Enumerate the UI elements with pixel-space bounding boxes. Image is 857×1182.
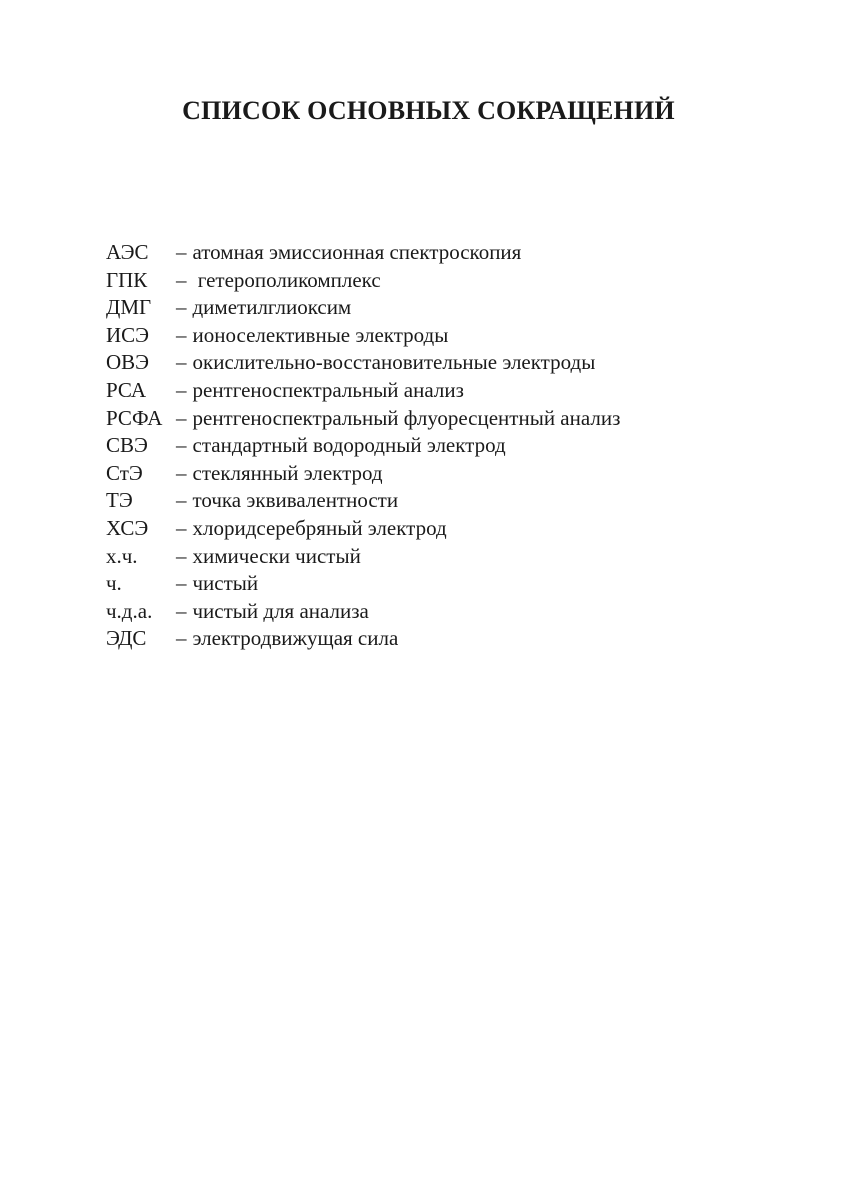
- abbreviation-row: [106, 295, 620, 323]
- abbreviation-definition: окислительно-восстановительные электроды: [192, 350, 596, 375]
- abbreviation-definition: атомная эмиссионная спектроскопия: [192, 240, 522, 264]
- abbreviation-row: [106, 544, 620, 572]
- abbreviation-definition: стандартный водородный электрод: [192, 433, 506, 458]
- abbreviation-definition: гетерополикомплекс: [192, 267, 381, 292]
- abbreviation-dash: –: [176, 405, 187, 430]
- abbreviation-dash: –: [176, 460, 187, 485]
- abbreviation-term: ч.д.а.: [106, 598, 153, 623]
- abbreviation-row: [106, 433, 620, 461]
- abbreviation-term: х.ч.: [106, 543, 138, 568]
- abbreviation-term: СВЭ: [106, 433, 148, 458]
- abbreviation-row: [106, 268, 620, 296]
- abbreviation-term: ГПК: [106, 267, 148, 292]
- abbreviation-row: [106, 599, 620, 627]
- abbreviation-dash: –: [176, 488, 187, 513]
- abbreviation-dash: –: [176, 295, 187, 320]
- abbreviation-term: РСА: [106, 377, 147, 402]
- abbreviation-term: АЭС: [106, 240, 149, 264]
- abbreviation-row: [106, 461, 620, 489]
- abbreviation-row: [106, 488, 620, 516]
- abbreviation-dash: –: [176, 515, 187, 540]
- abbreviation-row: [106, 378, 620, 406]
- abbreviation-dash: –: [176, 433, 187, 458]
- abbreviation-definition: электродвижущая сила: [192, 626, 399, 651]
- abbreviation-definition: чистый для анализа: [192, 598, 369, 623]
- abbreviation-row: [106, 626, 620, 654]
- abbreviation-term: ХСЭ: [106, 515, 149, 540]
- abbreviation-definition: рентгеноспектральный анализ: [192, 377, 464, 402]
- abbreviation-definition: диметилглиоксим: [192, 295, 352, 320]
- page-title: СПИСОК ОСНОВНЫХ СОКРАЩЕНИЙ: [182, 96, 675, 125]
- abbreviation-row: [106, 571, 620, 599]
- abbreviation-row: [106, 406, 620, 434]
- abbreviation-definition: ионоселективные электроды: [192, 322, 449, 347]
- abbreviation-dash: –: [176, 598, 187, 623]
- abbreviation-term: ДМГ: [106, 295, 152, 320]
- abbreviation-definition: хлоридсеребряный электрод: [192, 515, 447, 540]
- abbreviation-definition: стеклянный электрод: [192, 460, 383, 485]
- abbreviation-definition: чистый: [192, 571, 259, 596]
- abbreviation-dash: –: [176, 571, 187, 596]
- abbreviation-dash: –: [176, 377, 187, 402]
- abbreviation-row: [106, 240, 620, 268]
- abbreviation-term: ч.: [106, 571, 122, 596]
- abbreviation-dash: –: [176, 350, 187, 375]
- abbreviation-dash: –: [176, 322, 187, 347]
- abbreviation-term: ОВЭ: [106, 350, 150, 375]
- abbreviation-dash: –: [176, 240, 187, 264]
- abbreviation-definition: рентгеноспектральный флуоресцентный анализ: [192, 405, 621, 430]
- abbreviation-dash: –: [176, 267, 187, 292]
- abbreviation-term: СтЭ: [106, 460, 143, 485]
- abbreviation-term: ЭДС: [106, 626, 147, 651]
- abbreviation-definition: химически чистый: [192, 543, 361, 568]
- abbreviation-list: [106, 240, 620, 654]
- abbreviation-term: ТЭ: [106, 488, 133, 513]
- abbreviation-term: ИСЭ: [106, 322, 150, 347]
- abbreviation-row: [106, 323, 620, 351]
- abbreviation-term: РСФА: [106, 405, 163, 430]
- abbreviation-dash: –: [176, 626, 187, 651]
- abbreviation-row: [106, 350, 620, 378]
- abbreviation-definition: точка эквивалентности: [192, 488, 399, 513]
- abbreviation-dash: –: [176, 543, 187, 568]
- abbreviation-row: [106, 516, 620, 544]
